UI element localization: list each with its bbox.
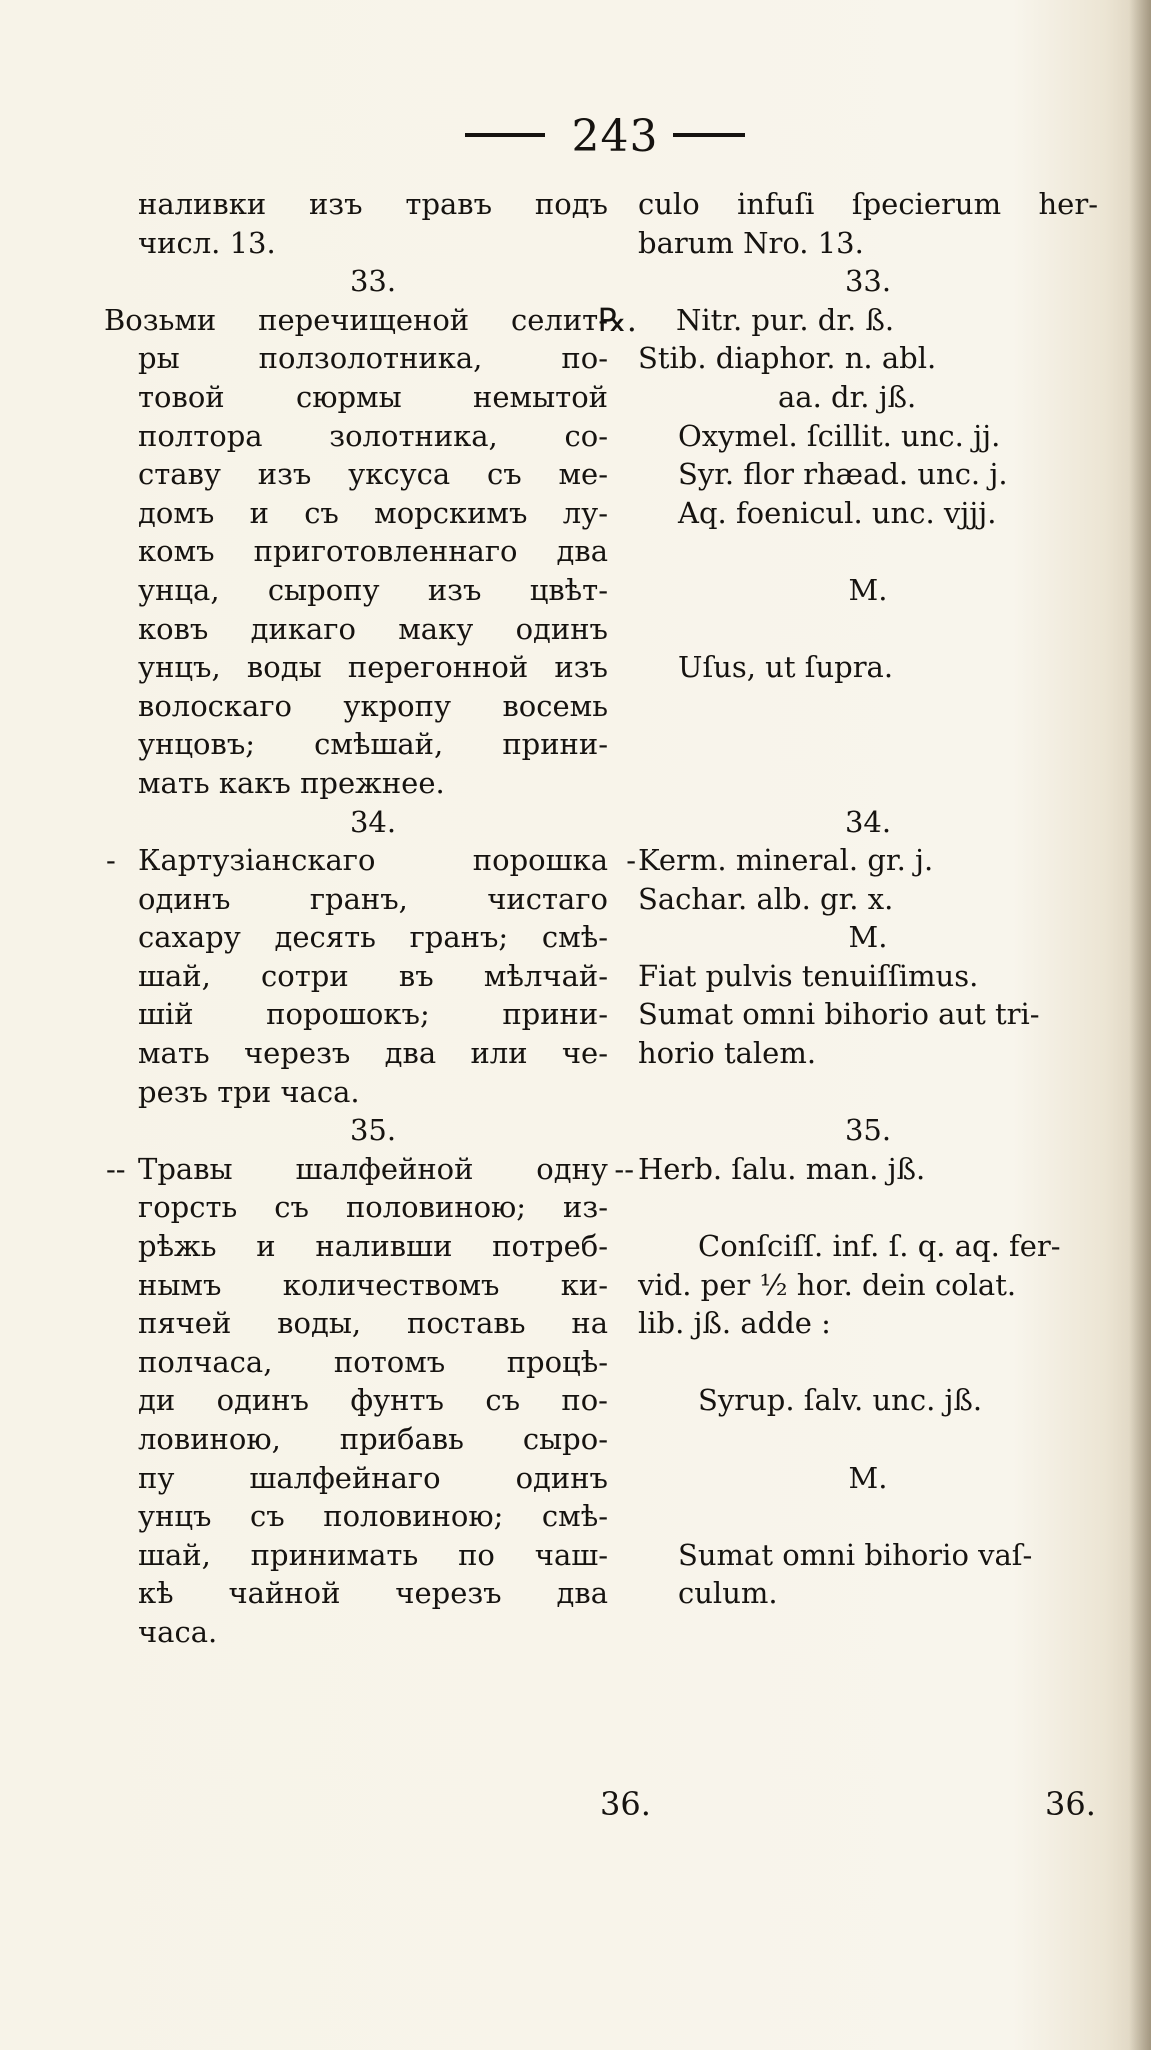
header-dash-left — [465, 133, 545, 137]
text-line: Fiat pulvis tenuiſſimus. — [638, 958, 979, 993]
line-marker: - — [626, 843, 636, 878]
text-line: Syrup. ſalv. unc. jß. — [698, 1383, 983, 1418]
text-line: Kerm. mineral. gr. j. — [638, 843, 934, 878]
text-line: Sachar. alb. gr. x. — [638, 881, 894, 916]
text-line: vid. per ½ hor. dein colat. — [638, 1267, 1017, 1302]
text-line: унцъ, воды перегонной изъ — [138, 650, 608, 685]
text-line: Syr. flor rhæad. unc. j. — [678, 457, 1008, 492]
text-line: числ. 13. — [138, 225, 276, 260]
mix-label: M. — [848, 920, 888, 955]
text-line: унцовъ; смѣшай, прини- — [138, 727, 608, 762]
text-line: полтора золотника, со- — [138, 418, 608, 453]
text-line: Возьми перечищеной селит- — [104, 302, 608, 337]
text-line: culo infuſi ſpecierum her- — [638, 187, 1098, 221]
line-marker: - — [106, 843, 116, 878]
text-line: сахару десять гранъ; смѣ- — [138, 920, 608, 955]
text-line: Sumat omni bihorio vaſ- — [678, 1537, 1033, 1572]
recipe-number: 33. — [349, 264, 397, 299]
text-line: Conſciſſ. inf. ſ. q. aq. fer- — [698, 1229, 1061, 1264]
text-line: одинъ гранъ, чистаго — [138, 881, 608, 916]
header-dash-right — [673, 133, 745, 137]
left-column-russian — [104, 185, 608, 1652]
text-line: horio talem. — [638, 1036, 817, 1071]
recipe-number: 33. — [844, 264, 892, 299]
recipe-rx-symbol: ℞. — [598, 300, 637, 339]
text-line: пячей воды, поставь на — [138, 1306, 608, 1341]
text-line: ловиною, прибавь сыро- — [138, 1422, 608, 1456]
text-line: часа. — [138, 1614, 218, 1649]
text-line: Картузiанскаго порошка — [138, 843, 608, 878]
text-line: шiй порошокъ; прини- — [138, 997, 608, 1032]
right-column-latin — [598, 185, 1098, 1613]
text-line: домъ и съ морскимъ лу- — [138, 495, 608, 530]
catchword-left: 36. — [600, 1785, 651, 1823]
text-line: Oxymel. ſcillit. unc. jj. — [678, 418, 1001, 453]
text-line: пу шалфейнаго одинъ — [138, 1460, 608, 1495]
text-line: ди одинъ фунтъ съ по- — [138, 1383, 608, 1418]
text-line: шай, сотри въ мѣлчай- — [138, 958, 608, 993]
text-line: унцъ съ половиною; смѣ- — [138, 1499, 608, 1534]
text-line: нымъ количествомъ ки- — [138, 1267, 608, 1302]
text-line: мать черезъ два или че- — [138, 1036, 608, 1071]
recipe-number: 35. — [844, 1113, 892, 1148]
text-line: волоскаго укропу восемь — [138, 688, 608, 723]
text-line: полчаса, потомъ процѣ- — [138, 1344, 608, 1379]
text-line: рѣжь и наливши потреб- — [138, 1229, 608, 1264]
mix-label: M. — [848, 1460, 888, 1495]
text-line: aa. dr. jß. — [778, 379, 917, 414]
text-line: barum Nro. 13. — [638, 225, 864, 260]
text-line: ковъ дикаго маку одинъ — [138, 611, 608, 646]
recipe-number: 34. — [349, 804, 397, 839]
text-line: culum. — [678, 1576, 778, 1611]
recipe-number: 35. — [349, 1113, 397, 1148]
text-line: горсть съ половиною; из- — [138, 1190, 608, 1225]
line-marker: -- — [614, 1151, 634, 1186]
text-line: Stib. diaphor. n. abl. — [638, 341, 937, 376]
text-line: Uſus, ut ſupra. — [678, 650, 894, 685]
text-line: унца, сыропу изъ цвѣт- — [138, 572, 608, 607]
text-line: комъ приготовленнаго два — [138, 534, 608, 569]
text-line: ставу изъ уксуса съ ме- — [138, 457, 608, 492]
text-line: наливки изъ травъ подъ — [138, 187, 608, 221]
line-marker: -- — [106, 1151, 126, 1186]
text-line: lib. jß. adde : — [638, 1306, 831, 1341]
text-line: кѣ чайной черезъ два — [138, 1576, 608, 1611]
page-number: 243 — [571, 111, 659, 162]
text-line: Nitr. pur. dr. ß. — [676, 302, 895, 337]
text-line: Aq. foenicul. unc. vjjj. — [678, 495, 997, 530]
page-edge-shadow — [1129, 0, 1151, 2050]
recipe-number: 34. — [844, 804, 892, 839]
page-header — [0, 112, 1151, 162]
text-line: шай, принимать по чаш- — [138, 1537, 608, 1572]
catchword-right: 36. — [1045, 1785, 1096, 1823]
text-line: Herb. ſalu. man. jß. — [638, 1151, 926, 1186]
text-line: резъ три часа. — [138, 1074, 360, 1109]
text-line: товой сюрмы немытой — [138, 379, 608, 414]
text-line: ры ползолотника, по- — [138, 341, 608, 376]
text-line: Sumat omni bihorio aut tri- — [638, 997, 1040, 1032]
text-line: мать какъ прежнее. — [138, 765, 445, 800]
mix-label: M. — [848, 572, 888, 607]
text-line: Травы шалфейной одну — [138, 1151, 608, 1186]
